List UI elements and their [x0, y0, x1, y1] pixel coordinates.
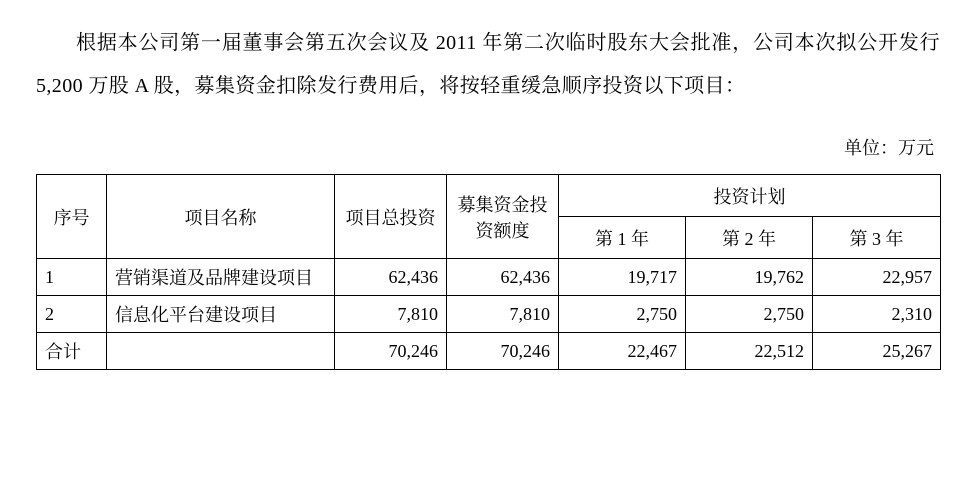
table-header — [37, 175, 941, 259]
cell-total-investment: 62,436 — [335, 259, 447, 296]
cell-total-total-investment: 70,246 — [335, 333, 447, 370]
header-total-investment: 项目总投资 — [335, 175, 447, 259]
cell-raised-fund: 62,436 — [447, 259, 559, 296]
table-body — [37, 259, 941, 370]
table-row — [37, 296, 941, 333]
cell-year-2: 2,750 — [686, 296, 813, 333]
table-header-row-1 — [37, 175, 941, 217]
table-total-row — [37, 333, 941, 370]
unit-note: 单位：万元 — [844, 138, 934, 158]
cell-year-1: 2,750 — [559, 296, 686, 333]
cell-year-3: 2,310 — [813, 296, 941, 333]
header-project-name: 项目名称 — [107, 175, 335, 259]
cell-total-year-2: 22,512 — [686, 333, 813, 370]
cell-year-3: 22,957 — [813, 259, 941, 296]
cell-total-investment: 7,810 — [335, 296, 447, 333]
header-year-2: 第 2 年 — [686, 217, 813, 259]
cell-year-1: 19,717 — [559, 259, 686, 296]
cell-year-2: 19,762 — [686, 259, 813, 296]
cell-raised-fund: 7,810 — [447, 296, 559, 333]
cell-project-name: 营销渠道及品牌建设项目 — [107, 259, 335, 296]
table-row — [37, 259, 941, 296]
header-investment-plan: 投资计划 — [559, 175, 941, 217]
cell-seq: 1 — [37, 259, 107, 296]
intro-paragraph: 根据本公司第一届董事会第五次会议及 2011 年第二次临时股东大会批准，公司本次拟公开发行 5,200 万股 A 股，募集资金扣除发行费用后，将按轻重缓急顺序投资以下项目： — [36, 32, 940, 97]
cell-total-year-3: 25,267 — [813, 333, 941, 370]
cell-seq: 2 — [37, 296, 107, 333]
header-year-1: 第 1 年 — [559, 217, 686, 259]
header-year-3: 第 3 年 — [813, 217, 941, 259]
cell-total-label: 合计 — [37, 333, 107, 370]
cell-total-raised-fund: 70,246 — [447, 333, 559, 370]
cell-total-year-1: 22,467 — [559, 333, 686, 370]
cell-project-name: 信息化平台建设项目 — [107, 296, 335, 333]
header-seq: 序号 — [37, 175, 107, 259]
cell-total-name — [107, 333, 335, 370]
header-raised-fund-amount: 募集资金投资额度 — [447, 175, 559, 259]
investment-plan-table — [36, 174, 941, 370]
